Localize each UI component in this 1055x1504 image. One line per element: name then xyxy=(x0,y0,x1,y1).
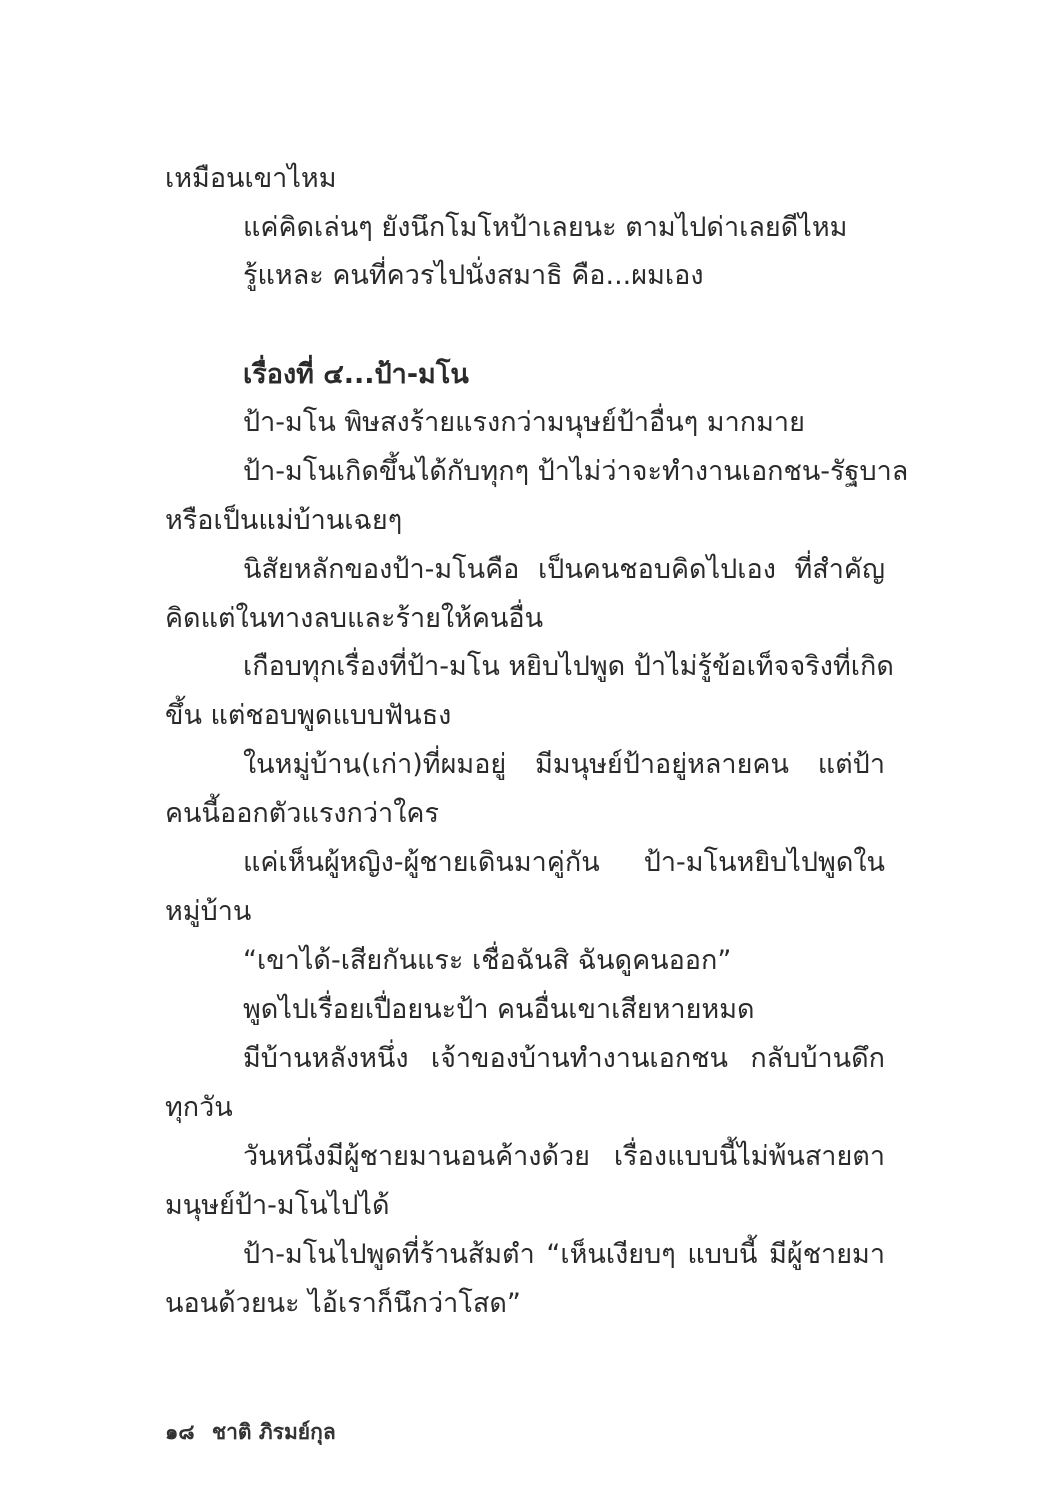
text-line: ทุกวัน xyxy=(165,1092,233,1123)
text-line: นิสัยหลักของป้า-มโนคือ เป็นคนชอบคิดไปเอง ที่สำคัญ xyxy=(243,554,885,585)
text-line: มีบ้านหลังหนึ่ง เจ้าของบ้านทำงานเอกชน กลับบ้านดึก xyxy=(243,1043,885,1074)
text-line: วันหนึ่งมีผู้ชายมานอนค้างด้วย เรื่องแบบนี้ไม่พ้นสายตา xyxy=(243,1141,885,1172)
text-line: คิดแต่ในทางลบและร้ายให้คนอื่น xyxy=(165,603,544,634)
text-line: นอนด้วยนะ ไอ้เราก็นึกว่าโสด” xyxy=(165,1288,521,1319)
text-line: ป้า-มโนไปพูดที่ร้านส้มตำ “เห็นเงียบๆ แบบนี้ มีผู้ชายมา xyxy=(243,1239,885,1270)
text-line: แค่เห็นผู้หญิง-ผู้ชายเดินมาคู่กัน ป้า-มโนหยิบไปพูดใน xyxy=(243,847,885,878)
quote-line: “เขาได้-เสียกันแระ เชื่อฉันสิ ฉันดูคนออก” xyxy=(243,945,732,976)
text-line: รู้แหละ คนที่ควรไปนั่งสมาธิ คือ...ผมเอง xyxy=(243,260,704,291)
text-line: เหมือนเขาไหม xyxy=(165,163,337,194)
page-number: ๑๘ xyxy=(165,1420,195,1444)
text-line: แค่คิดเล่นๆ ยังนึกโมโหป้าเลยนะ ตามไปด่าเลยดีไหม xyxy=(243,212,848,243)
text-line: พูดไปเรื่อยเปื่อยนะป้า คนอื่นเขาเสียหายหมด xyxy=(243,994,755,1025)
text-line: ป้า-มโนเกิดขึ้นได้กับทุกๆ ป้าไม่ว่าจะทำงานเอกชน-รัฐบาล xyxy=(243,456,909,487)
text-line: หมู่บ้าน xyxy=(165,896,252,927)
author-name: ชาติ ภิรมย์กุล xyxy=(211,1420,336,1444)
page-footer xyxy=(165,1418,336,1446)
text-line: คนนี้ออกตัวแรงกว่าใคร xyxy=(165,798,439,829)
section-heading: เรื่องที่ ๔...ป้า-มโน xyxy=(243,359,469,390)
text-line: หรือเป็นแม่บ้านเฉยๆ xyxy=(165,505,403,536)
text-line: มนุษย์ป้า-มโนไปได้ xyxy=(165,1190,390,1221)
text-line: เกือบทุกเรื่องที่ป้า-มโน หยิบไปพูด ป้าไม่รู้ข้อเท็จจริงที่เกิด xyxy=(243,651,894,682)
text-line: ป้า-มโน พิษสงร้ายแรงกว่ามนุษย์ป้าอื่นๆ มากมาย xyxy=(243,407,805,438)
text-line: ขึ้น แต่ชอบพูดแบบฟันธง xyxy=(165,700,452,731)
text-line: ในหมู่บ้าน(เก่า)ที่ผมอยู่ มีมนุษย์ป้าอยู่หลายคน แต่ป้า xyxy=(243,749,885,780)
